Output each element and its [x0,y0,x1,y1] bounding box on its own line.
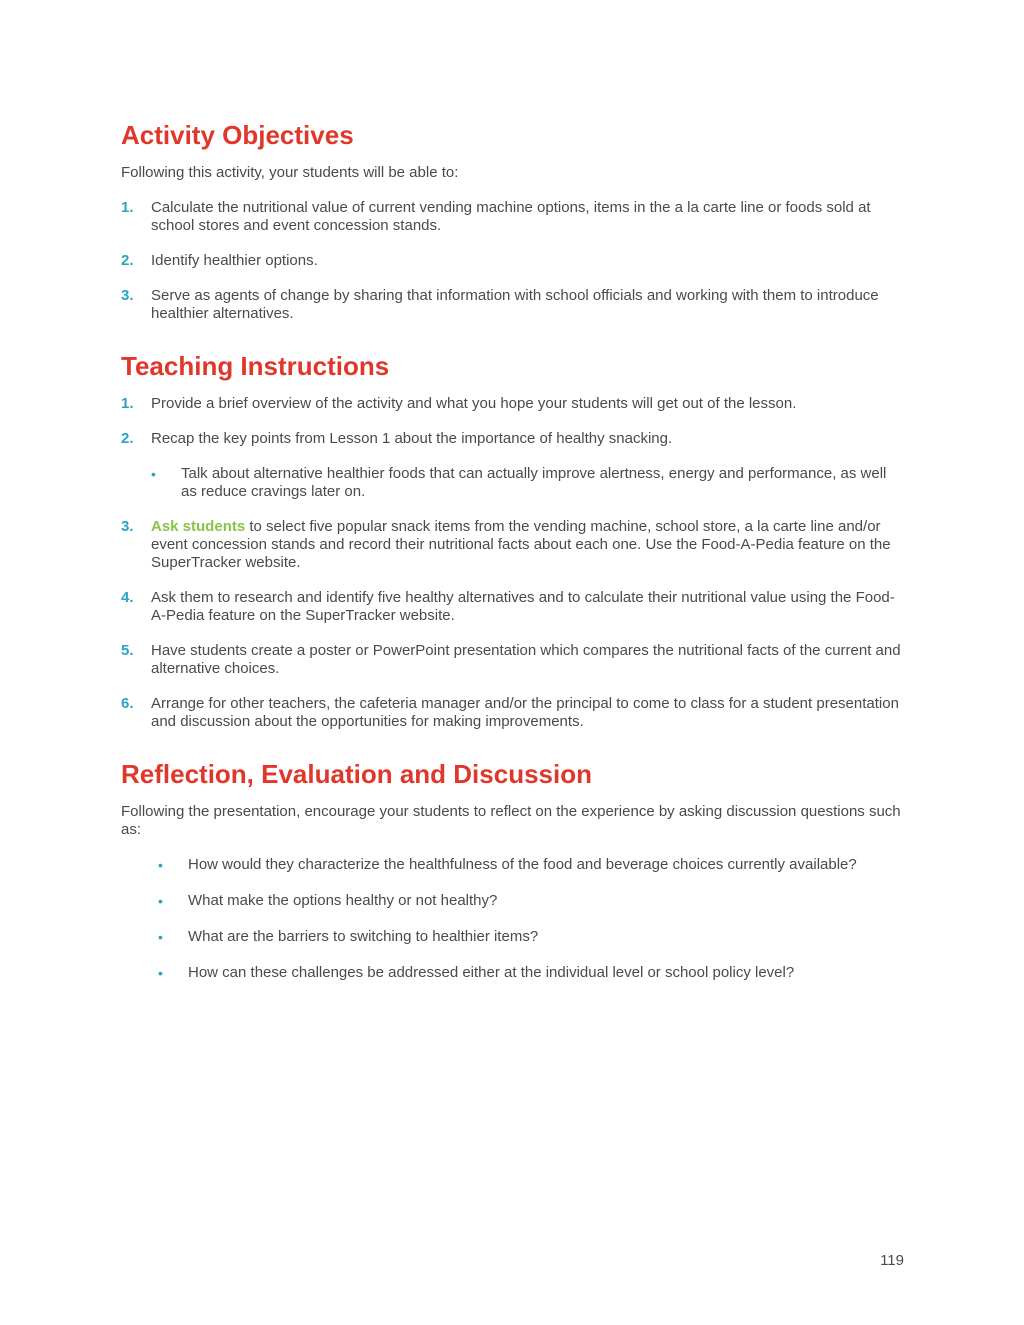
item-text: Serve as agents of change by sharing that information with school officials and working with them to introduce healthier alternatives. [151,287,879,322]
bullet-icon: • [158,929,163,945]
sub-bullet-list [121,465,906,501]
section-intro: Following this activity, your students will be able to: [121,164,459,181]
item-number: 5. [121,642,134,659]
list-item [121,287,906,323]
list-item [121,642,906,678]
instructions-list-continued [121,518,906,731]
bullet-icon: • [158,857,163,873]
item-number: 2. [121,252,134,269]
item-number: 2. [121,430,134,447]
item-text: Calculate the nutritional value of current vending machine options, items in the a la carte line or foods sold at school stores and event concession stands. [151,199,871,234]
page-number: 119 [880,1252,904,1269]
emphasis-text: Ask students [151,518,246,535]
list-item [121,252,906,270]
item-text: Recap the key points from Lesson 1 about the importance of healthy snacking. [151,430,673,447]
item-text: Ask them to research and identify five healthy alternatives and to calculate their nutritional value using the Food-A-Pedia feature on the SuperTracker website. [151,589,895,624]
item-text: How would they characterize the healthfulness of the food and beverage choices currently available? [188,856,857,873]
item-text: Provide a brief overview of the activity and what you hope your students will get out of the lesson. [151,395,797,412]
list-item [121,695,906,731]
item-number: 4. [121,589,134,606]
objectives-list [121,199,906,323]
item-text: How can these challenges be addressed either at the individual level or school policy level? [188,964,795,981]
bullet-icon: • [151,466,156,482]
section-heading: Reflection, Evaluation and Discussion [121,759,592,789]
item-text: What are the barriers to switching to healthier items? [188,928,539,945]
item-text: Identify healthier options. [151,252,318,269]
instructions-list [121,395,906,448]
item-text: to select five popular snack items from the vending machine, school store, a la carte line and/or event concession stands and record their nutritional facts about each one. Use the Food-A-Pedia feature on the SuperTracker website. [151,518,891,571]
item-number: 6. [121,695,134,712]
discussion-questions-list [121,856,906,982]
section-intro: Following the presentation, encourage your students to reflect on the experience by asking discussion questions such as: [121,803,901,838]
item-text: Talk about alternative healthier foods that can actually improve alertness, energy and performance, as well as reduce cravings later on. [181,465,887,500]
teaching-instructions-section [121,349,906,731]
list-item [121,589,906,625]
activity-objectives-section [121,118,906,323]
list-item [158,928,906,946]
list-item [121,395,906,413]
item-number: 1. [121,395,134,412]
list-item [158,856,906,874]
bullet-icon: • [158,965,163,981]
document-page [121,118,906,1008]
reflection-section [121,757,906,982]
item-text: Arrange for other teachers, the cafeteria manager and/or the principal to come to class for a student presentation and discussion about the opportunities for making improvements. [151,695,899,730]
list-item [151,465,906,501]
list-item [158,964,906,982]
item-number: 3. [121,518,134,535]
list-item [121,199,906,235]
section-heading: Activity Objectives [121,120,354,150]
item-text: What make the options healthy or not healthy? [188,892,498,909]
item-number: 1. [121,199,134,216]
item-text: Have students create a poster or PowerPoint presentation which compares the nutritional facts of the current and alternative choices. [151,642,901,677]
section-heading: Teaching Instructions [121,351,390,381]
item-number: 3. [121,287,134,304]
list-item [158,892,906,910]
bullet-icon: • [158,893,163,909]
list-item [121,518,906,572]
list-item [121,430,906,448]
